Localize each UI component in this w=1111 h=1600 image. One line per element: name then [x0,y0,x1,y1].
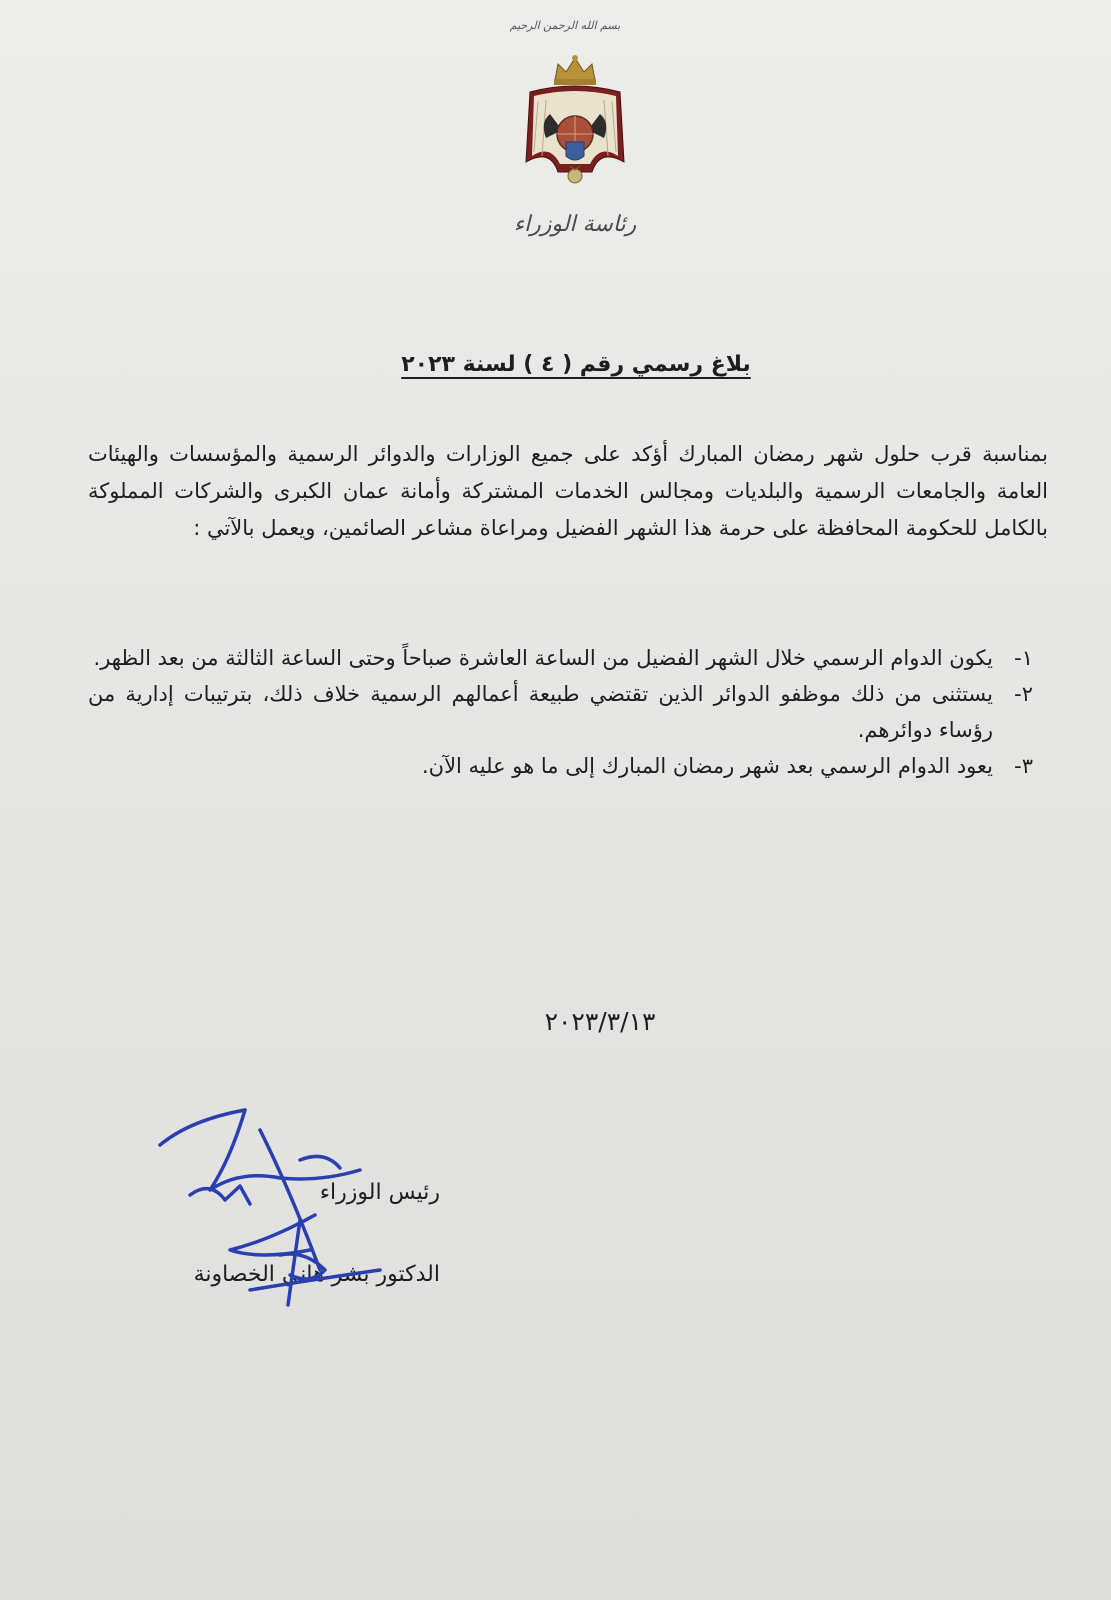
document-date: ٢٠٢٣/٣/١٣ [544,1007,656,1036]
signatory-title: رئيس الوزراء [319,1180,440,1205]
signatory-name: الدكتور بشر هاني الخصاونة [193,1262,440,1287]
coat-of-arms-icon [520,52,630,192]
instruction-list [88,640,1033,784]
intro-paragraph: بمناسبة قرب حلول شهر رمضان المبارك أؤكد على جميع الوزارات والدوائر الرسمية والمؤسسات والهيئات العامة والجامعات الرسمية والبلديات ومجالس الخدمات المشتركة وأمانة عمان الكبرى والشركات المملوكة بالكامل للحكومة المحافظة على حرمة هذا الشهر الفضيل ومراعاة مشاعر الصائمين، ويعمل بالآتي : [88,442,1048,540]
item-text: يعود الدوام الرسمي بعد شهر رمضان المبارك إلى ما هو عليه الآن. [421,754,993,778]
handwritten-signature [150,1100,450,1330]
list-item [88,640,1033,676]
basmala: بسم الله الرحمن الرحيم [509,19,621,32]
item-number: ١- [1014,646,1033,670]
item-number: ٢- [1014,682,1033,706]
list-item [88,748,1033,784]
item-text: يكون الدوام الرسمي خلال الشهر الفضيل من الساعة العاشرة صباحاً وحتى الساعة الثالثة من بعد الظهر. [93,646,993,670]
item-number: ٣- [1014,754,1033,778]
ministry-header: رئاسة الوزراء [513,212,637,237]
list-item [88,676,1033,748]
item-text: يستثنى من ذلك موظفو الدوائر الذين تقتضي طبيعة أعمالهم الرسمية خلاف ذلك، بترتيبات إدارية من رؤساء دوائرهم. [88,682,993,742]
document-title: بلاغ رسمي رقم ( ٤ ) لسنة ٢٠٢٣ [401,352,751,377]
